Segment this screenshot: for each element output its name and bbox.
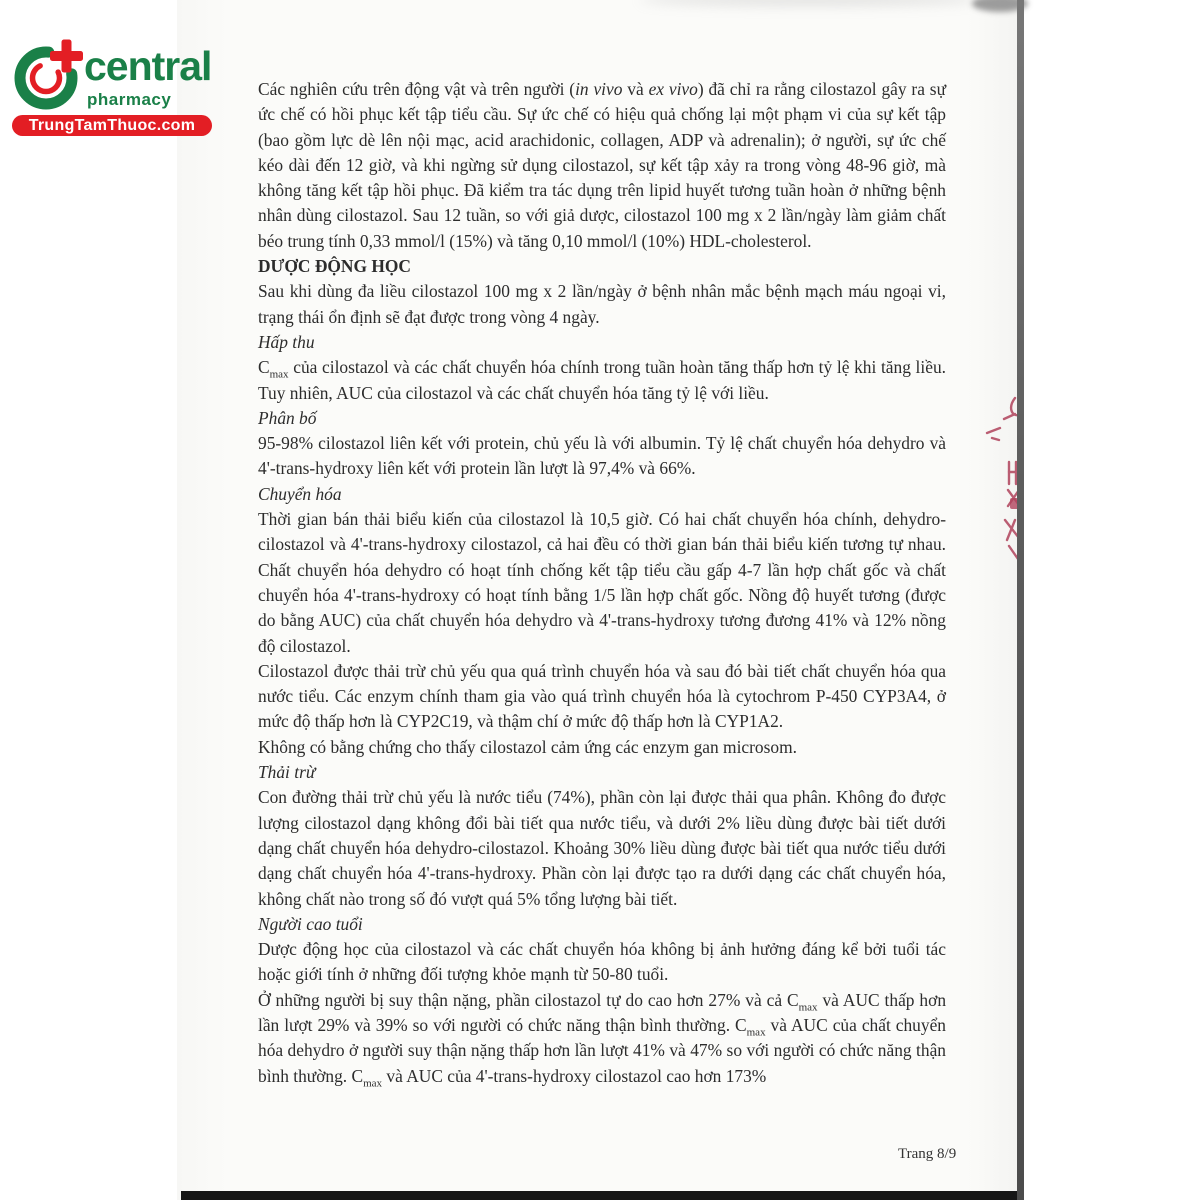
central-pharmacy-logo: [10, 28, 222, 138]
paragraph: Dược động học của cilostazol và các chất chuyển hóa không bị ảnh hưởng đáng kể bởi tuổi tác hoặc giới tính ở những đối tượng khỏe mạnh từ 50-80 tuổi.: [258, 939, 946, 985]
logo-url-text: TrungTamThuoc.com: [28, 116, 196, 134]
subsection-heading: Hấp thu: [258, 331, 315, 352]
scan-bottom-bar: [181, 1191, 1018, 1200]
logo-inner-c: [33, 65, 60, 92]
paragraph: $C_{max}$ của cilostazol và các chất chuyển hóa chính trong tuần hoàn tăng thấp hơn tỷ lệ khi tăng liều. Tuy nhiên, AUC của cilostazol và các chất chuyển hóa tăng tỷ lệ với liều.: [258, 357, 946, 403]
subsection-heading: Người cao tuổi: [258, 913, 363, 934]
paragraph: Không có bằng chứng cho thấy cilostazol cảm ứng các enzym gan microsom.: [258, 736, 797, 757]
paragraph: Ở những người bị suy thận nặng, phần cilostazol tự do cao hơn 27% và cả $C_{max}$ và AUC thấp hơn lần lượt 29% và 39% so với người có chức năng thận bình thường. $C_{max}$ và AUC của chất chuyển hóa dehydro ở người suy thận nặng thấp hơn lần lượt 41% và 47% so với người có chức năng thận bình thường. $C_{max}$ và AUC của 4'-trans-hydroxy cilostazol cao hơn 173%: [258, 989, 947, 1090]
page-number: Trang 8/9: [898, 1146, 957, 1162]
red-handwriting-annotation: [975, 392, 1023, 570]
paragraph: 95-98% cilostazol liên kết với protein, chủ yếu là với albumin. Tỷ lệ chất chuyển hóa dehydro và 4'-trans-hydroxy liên kết với protein lần lượt là 97,4% và 66%.: [258, 433, 946, 479]
paragraph: Cilostazol được thải trừ chủ yếu qua quá trình chuyển hóa và sau đó bài tiết chất chuyển hóa qua nước tiểu. Các enzym chính tham gia vào quá trình chuyển hóa là cytochrom P-450 CYP3A4, ở mức độ thấp hơn là CYP2C19, và thậm chí ở mức độ thấp hơn là CYP1A2.: [258, 660, 946, 732]
paragraph: Thời gian bán thải biểu kiến của cilostazol là 10,5 giờ. Có hai chất chuyển hóa chính, dehydro-cilostazol và 4'-trans-hydroxy cilostazol, cả hai đều có thời gian bán thải biểu kiến tương tự nhau. Chất chuyển hóa dehydro có hoạt tính chống kết tập tiểu cầu gấp 4-7 lần hợp chất gốc và chất chuyển hóa 4'-trans-hydroxy có hoạt tính bằng 1/5 lần hợp chất gốc. Nồng độ huyết tương (được do bằng AUC) của chất chuyển hóa dehydro và 4'-trans-hydroxy tương đương 41% và 12% nồng độ cilostazol.: [258, 509, 946, 656]
logo-sub-text: pharmacy: [87, 90, 172, 109]
scan-right-edge: [1017, 0, 1024, 1200]
logo-brand-text: central: [84, 43, 212, 89]
central-pharmacy-logo-icon: [14, 38, 86, 110]
subsection-heading: Thải trừ: [258, 762, 316, 783]
subsection-heading: Chuyển hóa: [258, 483, 342, 504]
paragraph: Con đường thải trừ chủ yếu là nước tiểu (74%), phần còn lại được thải qua phân. Không đo được lượng cilostazol dạng không đổi bài tiết qua nước tiểu, và dưới 2% liều dùng được bài tiết dưới dạng chất chuyển hóa dehydro-cilostazol. Khoảng 30% liều dùng được bài tiết qua nước tiểu dưới dạng chất chuyển hóa 4'-trans-hydroxy. Phần còn lại được tạo ra dưới dạng các chất chuyển hóa, không chất nào trong số đó vượt quá 5% tổng lượng bài tiết.: [258, 787, 946, 909]
paragraph: Các nghiên cứu trên động vật và trên người (in vivo và ex vivo) đã chỉ ra rằng cilostazol gây ra sự ức chế có hồi phục kết tập tiểu cầu. Sự ức chế có hiệu quả chống lại một phạm vi của sự kết tập (bao gồm lực dè lên nội mạc, acid arachidonic, collagen, ADP và adrenalin); ở người, sự ức chế kéo dài đến 12 giờ, và khi ngừng sử dụng cilostazol, sự kết tập xảy ra trong vòng 48-96 giờ, mà không tăng kết tập hồi phục. Đã kiểm tra tác dụng trên lipid huyết tương tuần hoàn ở những bệnh nhân dùng cilostazol. Sau 12 tuần, so với giả dược, cilostazol 100 mg x 2 lần/ngày làm giảm chất béo trung tính 0,33 mmol/l (15%) và tăng 0,10 mmol/l (10%) HDL-cholesterol.: [258, 79, 946, 251]
paragraph: Sau khi dùng đa liều cilostazol 100 mg x 2 lần/ngày ở bệnh nhân mắc bệnh mạch máu ngoại vi, trạng thái ổn định sẽ đạt được trong vòng 4 ngày.: [258, 281, 946, 327]
subsection-heading: Phân bố: [258, 407, 317, 428]
handwriting-strokes: [987, 398, 1020, 559]
logo-url-badge: [12, 115, 212, 136]
logo-plus-icon: [50, 51, 83, 61]
section-heading: DƯỢC ĐỘNG HỌC: [258, 256, 411, 277]
document-body: [258, 77, 946, 1089]
